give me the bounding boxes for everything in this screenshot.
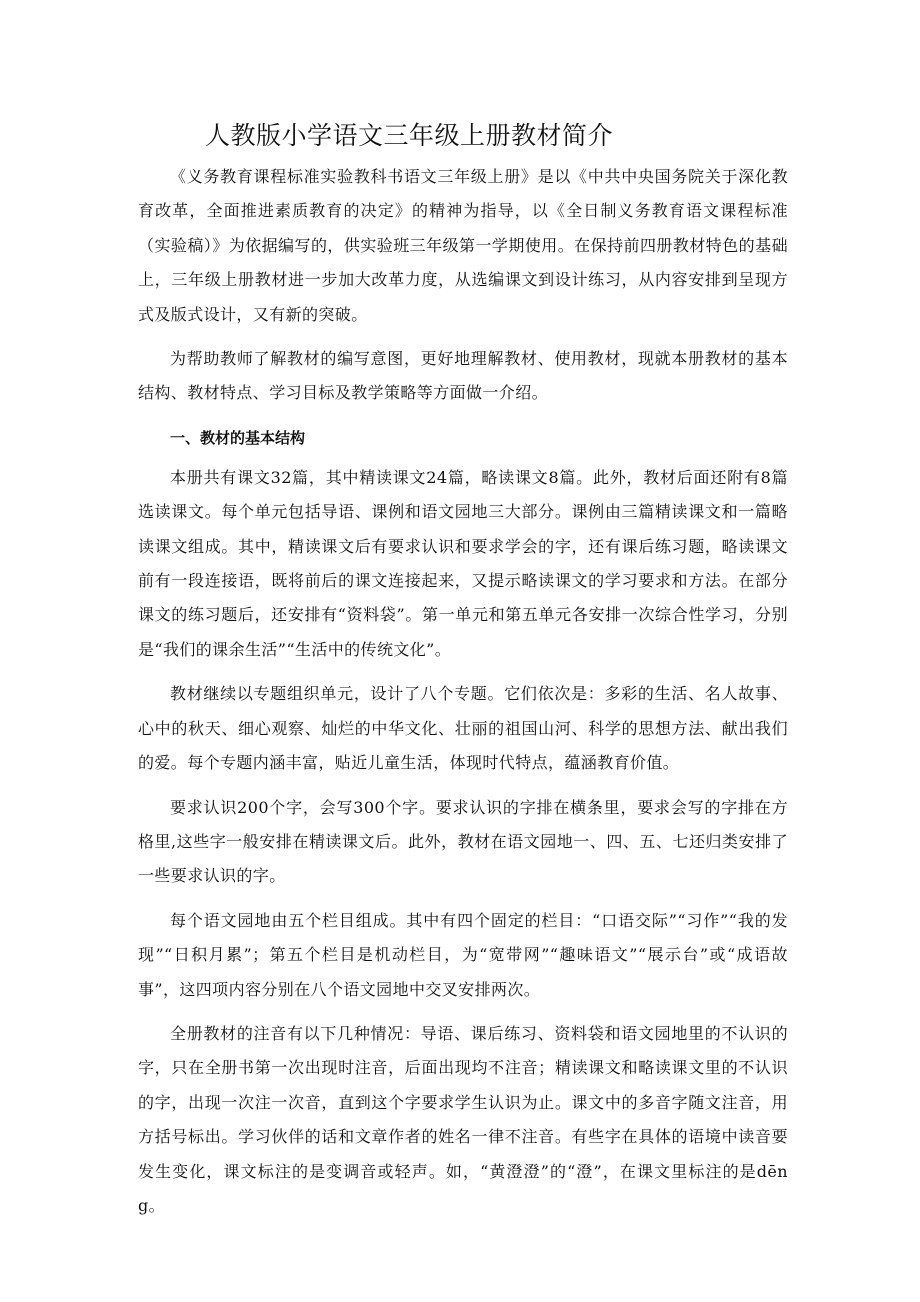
intro-paragraph-1: 《义务教育课程标准实验教科书语文三年级上册》是以《中共中央国务院关于深化教育改革，全面推进素质教育的决定》的精神为指导，以《全日制义务教育语文课程标准（实验稿）》为依据编写的，供实验班三年级第一学期使用。在保持前四册教材特色的基础上，三年级上册教材进一步加大改革力度，从选编课文到设计练习，从内容安排到呈现方式及版式设计，又有新的突破。 — [138, 167, 788, 324]
section-paragraph-characters: 要求认识200个字，会写300个字。要求认识的字排在横条里，要求会写的字排在方格里,这些字一般安排在精读课文后。此外，教材在语文园地一、四、五、七还归类安排了一些要求认识的字。 — [138, 797, 788, 886]
section-heading-basic-structure: 一、教材的基本结构 — [170, 428, 306, 447]
section-paragraph-phonetic-notation: 全册教材的注音有以下几种情况：导语、课后练习、资料袋和语文园地里的不认识的字，只在全册书第一次出现时注音，后面出现均不注音；精读课文和略读课文里的不认识的字，出现一次注一次音，直到这个字要求学生认识为止。课文中的多音字随文注音，用方括号标出。学习伙伴的话和文章作者的姓名一律不注音。有些字在具体的语境中读音要发生变化，课文标注的是变调音或轻声。如，“黄澄澄”的“澄”，在课文里标注的是dēng。 — [138, 1023, 788, 1215]
section-paragraph-topics: 教材继续以专题组织单元，设计了八个专题。它们依次是：多彩的生活、名人故事、心中的秋天、细心观察、灿烂的中华文化、壮丽的祖国山河、科学的思想方法、献出我们的爱。每个专题内涵丰富，贴近儿童生活，体现时代特点，蕴涵教育价值。 — [138, 684, 788, 773]
section-paragraph-language-garden: 每个语文园地由五个栏目组成。其中有四个固定的栏目：“口语交际”“习作”“我的发现”“日积月累”；第五个栏目是机动栏目，为“宽带网”“趣味语文”“展示台”或“成语故事”，这四项内容分别在八个语文园地中交叉安排两次。 — [138, 910, 788, 999]
document-title: 人教版小学语文三年级上册教材简介 — [205, 121, 614, 150]
intro-paragraph-2: 为帮助教师了解教材的编写意图，更好地理解教材、使用教材，现就本册教材的基本结构、教材特点、学习目标及教学策略等方面做一介绍。 — [138, 349, 788, 403]
section-paragraph-lessons: 本册共有课文32篇，其中精读课文24篇，略读课文8篇。此外，教材后面还附有8篇选读课文。每个单元包括导语、课例和语文园地三大部分。课例由三篇精读课文和一篇略读课文组成。其中，精读课文后有要求认识和要求学会的字，还有课后练习题，略读课文前有一段连接语，既将前后的课文连接起来，又提示略读课文的学习要求和方法。在部分课文的练习题后，还安排有“资料袋”。第一单元和第五单元各安排一次综合性学习，分别是“我们的课余生活”“生活中的传统文化”。 — [138, 467, 788, 659]
document-body — [138, 160, 788, 1233]
